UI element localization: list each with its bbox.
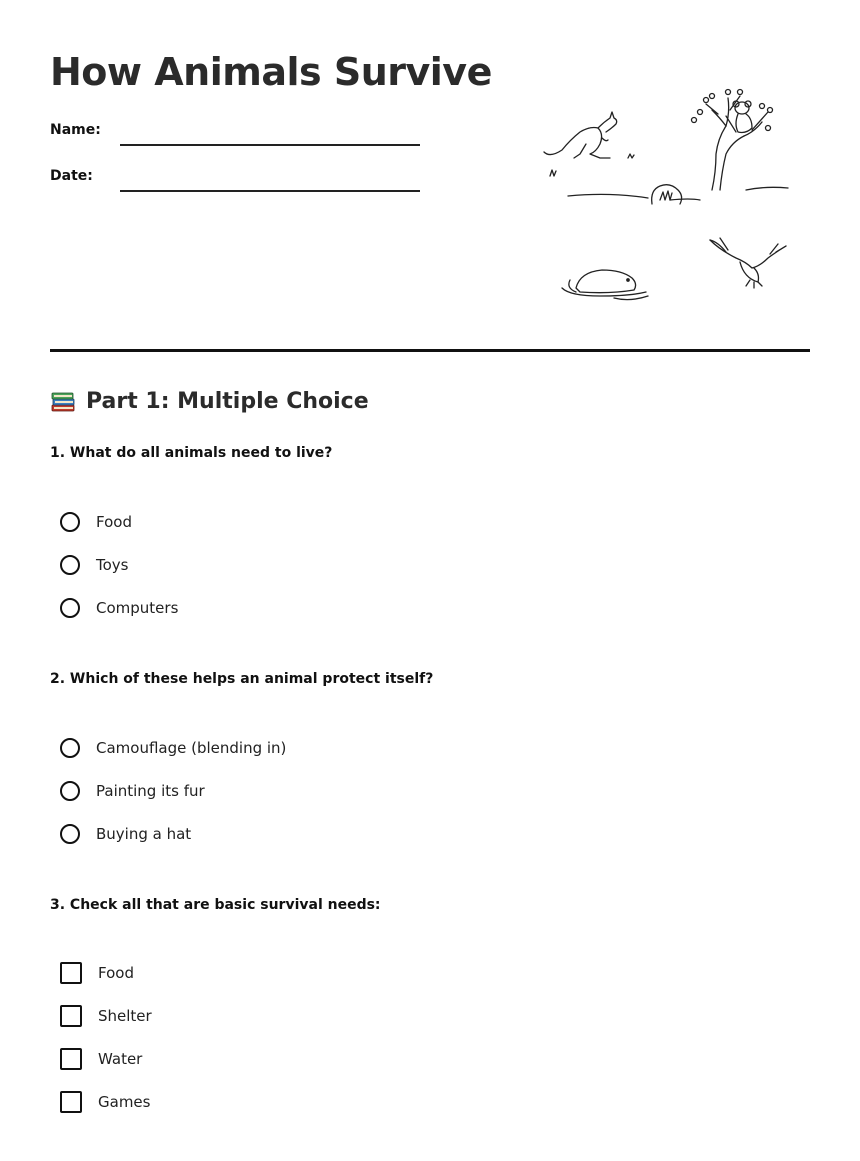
q1-option-toys[interactable] [60,552,128,578]
section-divider [50,349,810,352]
radio-button[interactable] [60,738,80,758]
checkbox[interactable] [60,1091,82,1113]
option-label: Games [98,1093,151,1111]
option-label: Buying a hat [96,825,192,843]
part1-heading [50,388,369,414]
question-3-prompt: 3. Check all that are basic survival needs: [50,897,381,913]
q1-option-food[interactable] [60,509,132,535]
option-label: Camouflage (blending in) [96,739,287,757]
q3-option-games[interactable] [60,1089,150,1115]
option-label: Shelter [98,1007,152,1025]
q2-option-hat[interactable] [60,821,191,847]
checkbox[interactable] [60,1048,82,1070]
name-label: Name: [50,122,101,138]
name-field-row [50,116,430,146]
q2-option-painting[interactable] [60,778,205,804]
date-field-row [50,162,430,192]
q3-option-shelter[interactable] [60,1003,152,1029]
option-label: Toys [96,556,129,574]
radio-button[interactable] [60,598,80,618]
checkbox[interactable] [60,962,82,984]
date-label: Date: [50,168,93,184]
platypus-drawing [562,270,648,300]
question-2-prompt: 2. Which of these helps an animal protect itself? [50,671,434,687]
books-icon [50,388,76,414]
worksheet-title: How Animals Survive [50,50,492,94]
checkbox[interactable] [60,1005,82,1027]
bird-drawing [710,238,786,288]
tree-koala-drawing [692,90,773,191]
radio-button[interactable] [60,824,80,844]
radio-button[interactable] [60,555,80,575]
option-label: Food [98,964,134,982]
kangaroo-drawing [544,112,617,158]
animals-illustration [540,82,800,310]
q2-option-camouflage[interactable] [60,735,286,761]
grass-tufts [550,154,672,200]
option-label: Food [96,513,132,531]
date-input[interactable] [120,162,420,192]
q3-option-water[interactable] [60,1046,142,1072]
q1-option-computers[interactable] [60,595,178,621]
name-input[interactable] [120,116,420,146]
option-label: Painting its fur [96,782,205,800]
radio-button[interactable] [60,512,80,532]
option-label: Computers [96,599,179,617]
q3-option-food[interactable] [60,960,134,986]
radio-button[interactable] [60,781,80,801]
option-label: Water [98,1050,143,1068]
part1-title: Part 1: Multiple Choice [86,388,369,414]
question-1-prompt: 1. What do all animals need to live? [50,445,333,461]
